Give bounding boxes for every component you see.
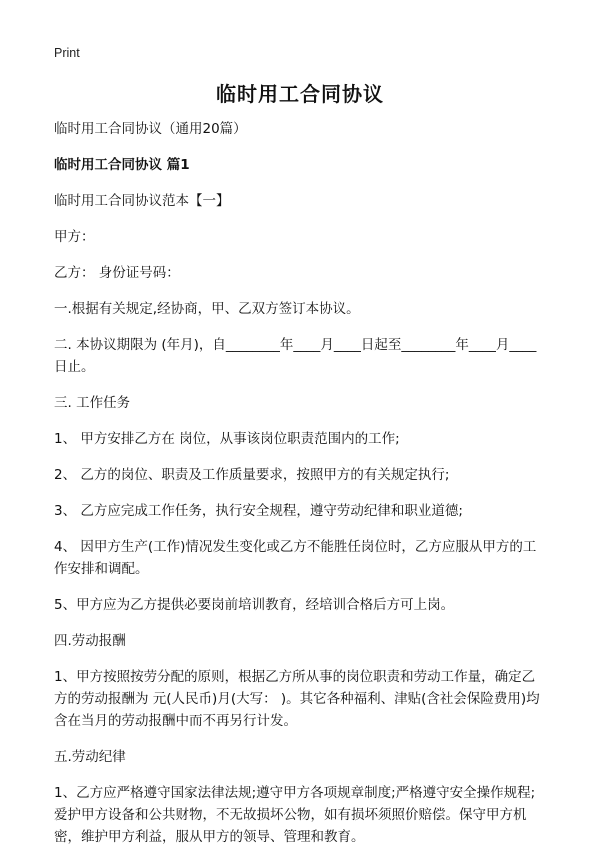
list-item: 1、乙方应严格遵守国家法律法规;遵守甲方各项规章制度;严格遵守安全操作规程;爱护甲方设备和公共财物，不无故损坏公物，如有损坏须照价赔偿。保守甲方机密，维护甲方利益，服从甲方的领导、管理和教育。: [54, 785, 536, 845]
page-title: 临时用工合同协议: [216, 82, 384, 106]
list-item: 5、甲方应为乙方提供必要岗前培训教育，经培训合格后方可上岗。: [54, 597, 455, 613]
list-item: 3、 乙方应完成工作任务，执行安全规程，遵守劳动纪律和职业道德;: [54, 503, 463, 519]
list-item: 2、 乙方的岗位、职责及工作质量要求，按照甲方的有关规定执行;: [54, 467, 450, 483]
party-a-line: 甲方：: [54, 229, 95, 245]
paragraph: 一.根据有关规定,经协商，甲、乙双方签订本协议。: [54, 301, 360, 317]
document-body: [54, 118, 546, 862]
clause-heading: 五.劳动纪律: [54, 749, 126, 765]
doc-subtitle: 临时用工合同协议（通用20篇）: [54, 121, 247, 137]
party-b-line: 乙方： 身份证号码：: [54, 265, 180, 281]
list-item: 1、甲方按照按劳分配的原则，根据乙方所从事的岗位职责和劳动工作量，确定乙方的劳动报酬为 元(人民币)月(大写： )。其它各种福利、津贴(含社会保险费用)均含在当月的劳动报酬中而不再另行计发。: [54, 669, 540, 729]
paragraph: 临时用工合同协议范本【一】: [54, 193, 230, 209]
list-item: 1、 甲方安排乙方在 岗位，从事该岗位职责范围内的工作;: [54, 431, 400, 447]
clause-heading: 四.劳动报酬: [54, 633, 126, 649]
paragraph: 二. 本协议期限为 (年月)，自________年____月____日起至________年____月____日止。: [54, 337, 537, 375]
list-item: 4、 因甲方生产(工作)情况发生变化或乙方不能胜任岗位时，乙方应服从甲方的工作安排和调配。: [54, 539, 537, 577]
clause-heading: 三. 工作任务: [54, 395, 131, 411]
section-heading: 临时用工合同协议 篇1: [54, 157, 190, 173]
print-link[interactable]: Print: [54, 46, 80, 60]
